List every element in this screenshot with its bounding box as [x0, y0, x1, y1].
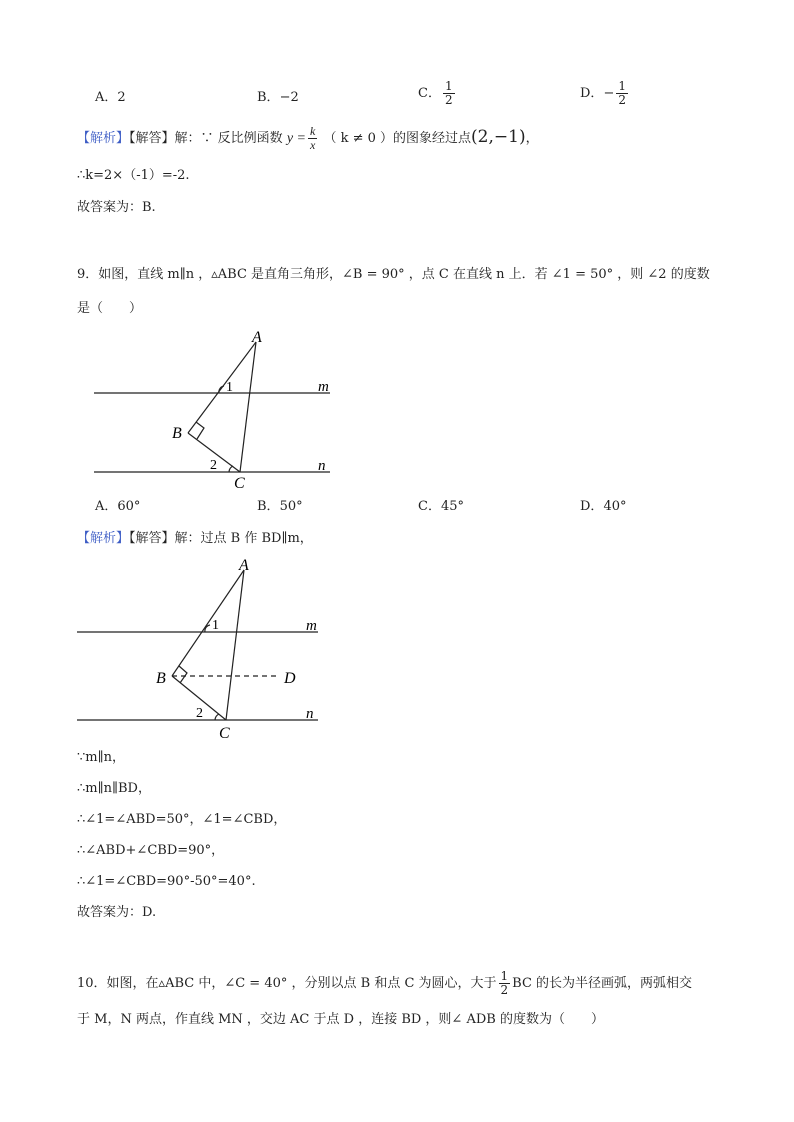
q9-step-1: ∵m∥n， — [77, 750, 125, 765]
q10-stem-line2: 于 M，N 两点，作直线 MN ，交边 AC 于点 D ，连接 BD ，则∠ ADB 的度数为（ ） — [77, 1012, 604, 1027]
answer-tag: 【解答】 — [129, 131, 175, 146]
label-c: C — [234, 475, 245, 492]
q9-option-b-value: 50° — [279, 499, 303, 514]
q8-option-d-sign: − — [603, 86, 615, 101]
q8-tail: ， — [525, 131, 539, 146]
q9-option-a — [95, 497, 140, 517]
q9-option-c-value: 45° — [440, 499, 464, 514]
q8-option-d-fraction — [616, 80, 628, 107]
q8-option-d-den: 2 — [618, 93, 626, 107]
q9-option-d — [580, 497, 626, 517]
q10-frac-den: 2 — [500, 983, 509, 997]
label-b: B — [172, 425, 182, 442]
q9-analysis-line — [77, 529, 313, 549]
label-angle-2: 2 — [210, 458, 217, 473]
q9-answer: 故答案为：D. — [77, 905, 157, 920]
label-d: D — [284, 670, 296, 687]
right-angle-mark — [179, 666, 187, 683]
analysis-tag: 【解析】 — [77, 131, 130, 146]
label-angle-1: 1 — [226, 380, 233, 395]
analysis-tag: 【解析】 — [77, 531, 130, 546]
q8-option-b-value: −2 — [279, 90, 299, 105]
q10-half-fraction — [499, 970, 511, 997]
q10-stem-line1 — [77, 970, 692, 997]
q8-option-d-label: D． — [580, 86, 604, 101]
segment-ab — [172, 570, 244, 676]
segment-bc — [188, 433, 240, 472]
q8-k-over-x — [308, 125, 317, 152]
q9-option-a-label: A． — [95, 499, 118, 514]
label-angle-2: 2 — [196, 706, 203, 721]
q8-option-b-label: B． — [257, 90, 280, 105]
q9-option-c — [418, 497, 464, 517]
label-b: B — [156, 670, 166, 687]
q10-line1-b: BC 的长为半径画弧，两弧相交 — [512, 976, 693, 991]
label-a: A — [252, 329, 262, 346]
q8-y-eq: y = — [286, 131, 306, 146]
segment-ac — [226, 570, 244, 720]
q9-step-2: ∴m∥n∥BD， — [77, 781, 151, 796]
q8-option-d-num: 1 — [618, 79, 626, 93]
angle-2-arc — [229, 466, 233, 472]
label-c: C — [219, 725, 230, 742]
q10-line1-a: 10．如图，在▵ABC 中，∠C = 40° ，分别以点 B 和点 C 为圆心，大于 — [77, 976, 497, 991]
q9-option-b-label: B． — [257, 499, 280, 514]
q8-option-c-num: 1 — [444, 79, 453, 93]
angle-1-arc — [219, 386, 224, 393]
angle-2-arc — [215, 714, 219, 720]
label-n: n — [306, 706, 314, 722]
q8-point: (2,−1) — [471, 127, 526, 147]
q9-intro: 解：过点 B 作 BD∥m， — [174, 531, 313, 546]
q8-option-c-fraction — [443, 80, 455, 107]
answer-tag: 【解答】 — [129, 531, 175, 546]
segment-ab — [188, 342, 256, 433]
q8-condition: （ k ≠ 0 ）的图象经过点 — [323, 131, 472, 146]
q9-step-3: ∴∠1=∠ABD=50°，∠1=∠CBD， — [77, 812, 287, 827]
angle-1-arc — [205, 625, 210, 632]
q9-option-d-value: 40° — [603, 499, 627, 514]
q9-option-d-label: D． — [580, 499, 604, 514]
q8-option-c-den: 2 — [444, 93, 453, 107]
label-n: n — [318, 458, 326, 474]
label-angle-1: 1 — [212, 618, 219, 633]
q8-option-b — [257, 88, 299, 108]
q9-stem-line2: 是（ ） — [77, 301, 143, 316]
right-angle-mark — [196, 422, 204, 439]
q9-step-4: ∴∠ABD+∠CBD=90°， — [77, 843, 225, 858]
q8-option-d — [580, 80, 630, 107]
label-m: m — [318, 379, 329, 395]
q8-option-c-label: C． — [418, 86, 441, 101]
q10-frac-num: 1 — [500, 969, 509, 983]
q8-frac-den: x — [309, 138, 316, 152]
segment-ac — [240, 342, 256, 472]
q8-analysis-line — [77, 125, 539, 152]
q8-option-a — [95, 88, 126, 108]
q8-option-c — [418, 80, 457, 107]
q9-option-b — [257, 497, 303, 517]
q9-step-5: ∴∠1=∠CBD=90°-50°=40°. — [77, 874, 256, 889]
q9-option-c-label: C． — [418, 499, 441, 514]
label-m: m — [306, 618, 317, 634]
q8-intro: 解：∵ 反比例函数 — [174, 131, 283, 146]
label-a: A — [239, 557, 249, 574]
q9-option-a-value: 60° — [117, 499, 141, 514]
q8-frac-num: k — [309, 124, 316, 138]
q8-step1: ∴k=2×（-1）=-2. — [77, 168, 190, 183]
segment-bc — [172, 676, 226, 720]
q9-stem-line1: 9．如图，直线 m∥n ，▵ABC 是直角三角形，∠B = 90° ，点 C 在直线 n 上．若 ∠1 = 50° ，则 ∠2 的度数 — [77, 267, 710, 282]
q8-option-a-value: 2 — [117, 90, 126, 105]
q8-answer: 故答案为：B. — [77, 200, 156, 215]
q8-option-a-label: A． — [95, 90, 118, 105]
